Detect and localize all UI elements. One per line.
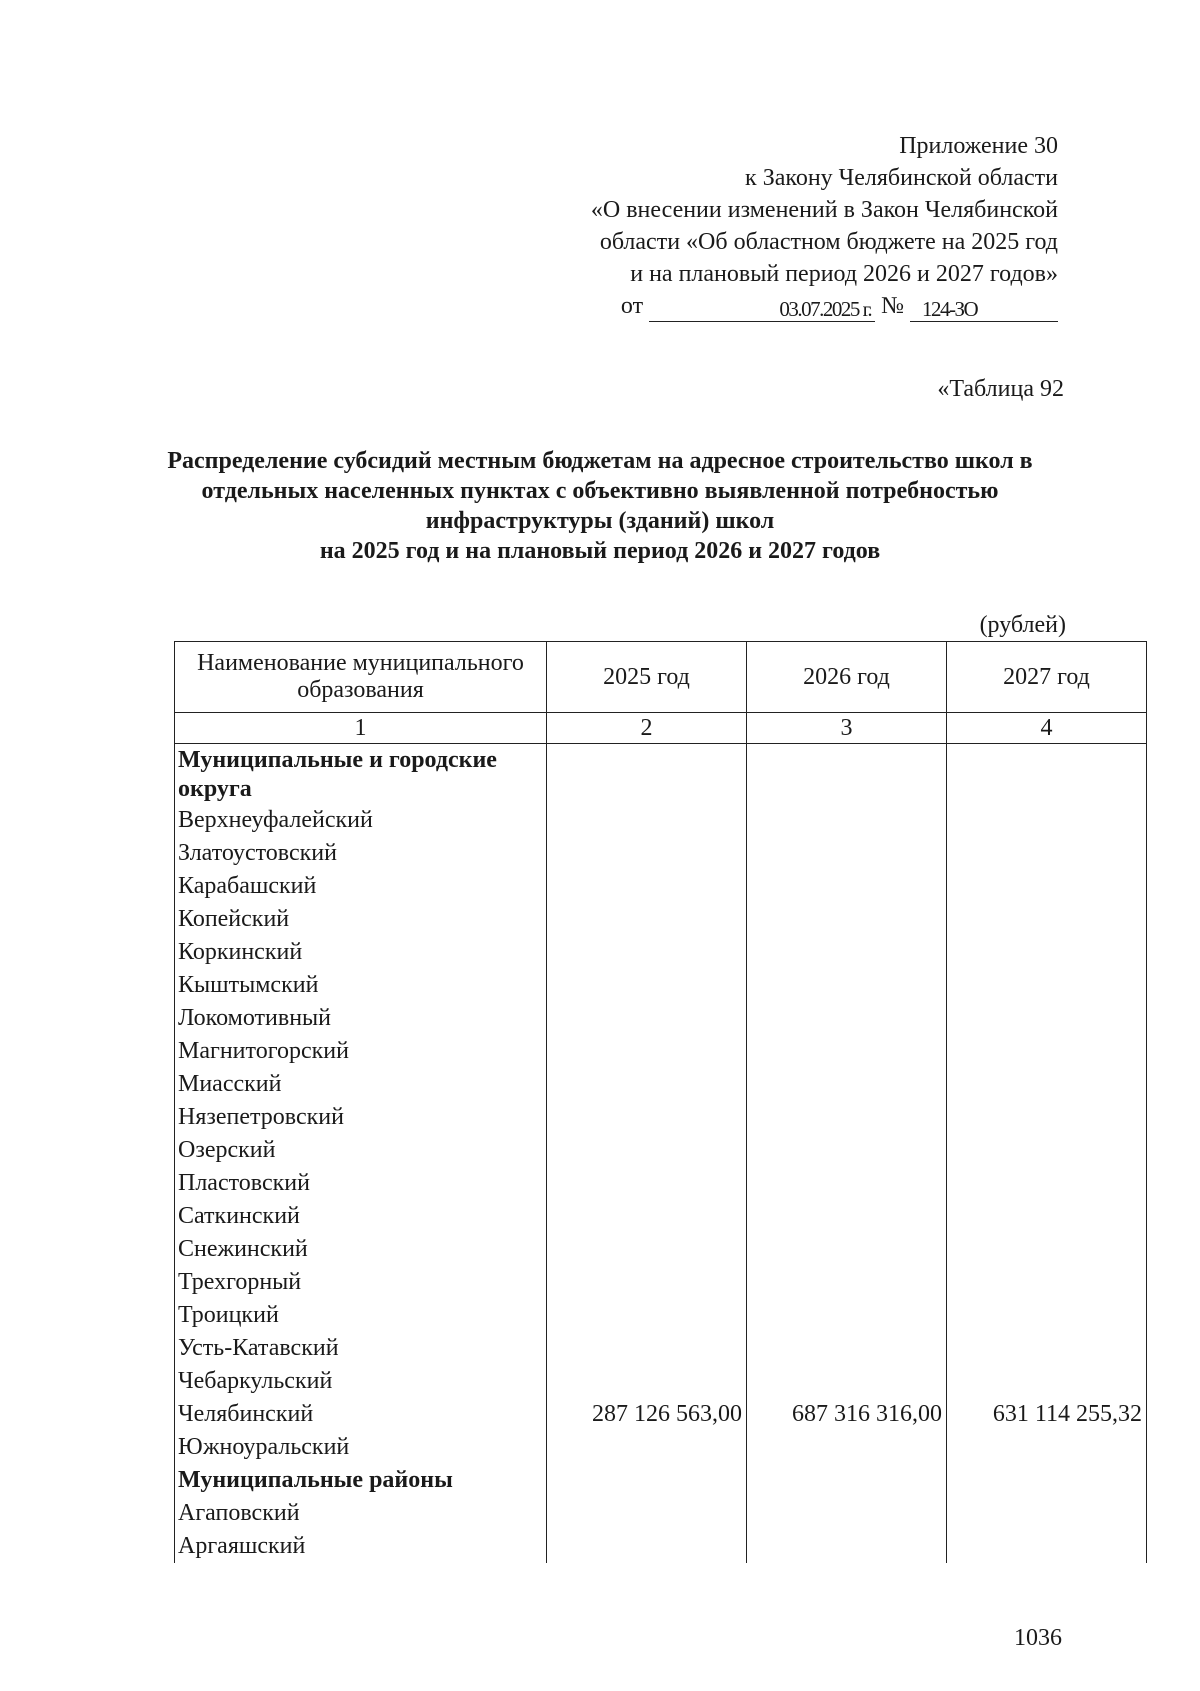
- table-row: [175, 1068, 1147, 1101]
- municipality-name-cell: Чебаркульский: [175, 1365, 547, 1398]
- municipality-name-cell: Пластовский: [175, 1167, 547, 1200]
- table-row: [175, 1431, 1147, 1464]
- value-2026-cell: [747, 837, 947, 870]
- value-2026-cell: [747, 1431, 947, 1464]
- document-title: [150, 446, 1050, 566]
- value-2025-cell: [547, 1167, 747, 1200]
- municipality-name-cell: Коркинский: [175, 936, 547, 969]
- value-2027-cell: [947, 1266, 1147, 1299]
- table-row: [175, 1002, 1147, 1035]
- value-2025-cell: [547, 1233, 747, 1266]
- value-2027-cell: [947, 1332, 1147, 1365]
- value-2025-cell: [547, 1332, 747, 1365]
- column-number: 2: [547, 713, 747, 744]
- value-2025-cell: [547, 1068, 747, 1101]
- municipality-name-cell: Магнитогорский: [175, 1035, 547, 1068]
- value-2026-cell: [747, 1530, 947, 1563]
- value-2026-cell: [747, 870, 947, 903]
- value-2026-cell: [747, 903, 947, 936]
- value-2026-cell: [747, 1299, 947, 1332]
- table-row: [175, 936, 1147, 969]
- value-2027-cell: [947, 744, 1147, 805]
- table-group-row: [175, 1464, 1147, 1497]
- value-2025-cell: 287 126 563,00: [547, 1398, 747, 1431]
- value-2026-cell: [747, 744, 947, 805]
- value-2026-cell: [747, 1464, 947, 1497]
- table-row: [175, 1101, 1147, 1134]
- value-2027-cell: [947, 1365, 1147, 1398]
- value-2026-cell: [747, 1035, 947, 1068]
- value-2025-cell: [547, 744, 747, 805]
- value-2027-cell: [947, 1002, 1147, 1035]
- title-line: Распределение субсидий местным бюджетам на адресное строительство школ в: [167, 448, 1033, 474]
- value-2027-cell: [947, 837, 1147, 870]
- table-row: [175, 870, 1147, 903]
- municipality-name-cell: Озерский: [175, 1134, 547, 1167]
- table-body: [175, 744, 1147, 1564]
- value-2027-cell: [947, 1167, 1147, 1200]
- header-cell-name: Наименование муниципального образования: [175, 642, 547, 713]
- municipality-name-cell: Аргаяшский: [175, 1530, 547, 1563]
- value-2026-cell: [747, 1200, 947, 1233]
- value-2025-cell: [547, 1035, 747, 1068]
- header-cell-2026: 2026 год: [747, 642, 947, 713]
- value-2025-cell: [547, 1530, 747, 1563]
- appendix-line: области «Об областном бюджете на 2025 год: [599, 229, 1058, 255]
- municipality-name-cell: Нязепетровский: [175, 1101, 547, 1134]
- table-row: [175, 1233, 1147, 1266]
- value-2025-cell: [547, 1464, 747, 1497]
- table-row: [175, 1365, 1147, 1398]
- table-row: [175, 804, 1147, 837]
- value-2027-cell: [947, 1530, 1147, 1563]
- appendix-line: и на плановый период 2026 и 2027 годов»: [630, 261, 1058, 287]
- value-2026-cell: [747, 1233, 947, 1266]
- value-2027-cell: [947, 903, 1147, 936]
- value-2027-cell: [947, 969, 1147, 1002]
- value-2025-cell: [547, 1134, 747, 1167]
- column-number: 1: [175, 713, 547, 744]
- title-line: отдельных населенных пунктах с объективно выявленной потребностью: [201, 478, 999, 504]
- municipality-name-cell: Троицкий: [175, 1299, 547, 1332]
- title-line: инфраструктуры (зданий) школ: [425, 508, 775, 534]
- value-2025-cell: [547, 1101, 747, 1134]
- value-2025-cell: [547, 969, 747, 1002]
- table-row: [175, 969, 1147, 1002]
- municipality-name-cell: Усть-Катавский: [175, 1332, 547, 1365]
- value-2026-cell: [747, 1167, 947, 1200]
- table-row: [175, 1299, 1147, 1332]
- table-row: [175, 1398, 1147, 1431]
- header-row: [175, 642, 1147, 713]
- value-2026-cell: [747, 1497, 947, 1530]
- value-2027-cell: [947, 1299, 1147, 1332]
- column-number: 4: [947, 713, 1147, 744]
- municipality-name-cell: Челябинский: [175, 1398, 547, 1431]
- from-label: от: [620, 293, 644, 319]
- municipality-name-cell: Южноуральский: [175, 1431, 547, 1464]
- column-number: 3: [747, 713, 947, 744]
- municipality-name-cell: Златоустовский: [175, 837, 547, 870]
- municipality-name-cell: Трехгорный: [175, 1266, 547, 1299]
- value-2026-cell: [747, 1365, 947, 1398]
- value-2026-cell: [747, 1266, 947, 1299]
- value-2027-cell: [947, 936, 1147, 969]
- municipality-name-cell: Агаповский: [175, 1497, 547, 1530]
- value-2026-cell: [747, 1101, 947, 1134]
- page-number: 1036: [1014, 1625, 1062, 1651]
- table-row: [175, 1134, 1147, 1167]
- value-2025-cell: [547, 1200, 747, 1233]
- value-2027-cell: [947, 1431, 1147, 1464]
- value-2027-cell: [947, 1068, 1147, 1101]
- value-2026-cell: [747, 1068, 947, 1101]
- value-2027-cell: [947, 1464, 1147, 1497]
- law-number: 124-ЗО: [910, 297, 1058, 322]
- units-label: (рублей): [979, 612, 1066, 638]
- header-cell-2025: 2025 год: [547, 642, 747, 713]
- municipality-name-cell: Копейский: [175, 903, 547, 936]
- value-2025-cell: [547, 837, 747, 870]
- appendix-line: «О внесении изменений в Закон Челябинской: [590, 197, 1058, 223]
- municipality-name-cell: Муниципальные и городские округа: [175, 744, 547, 805]
- table-row: [175, 1200, 1147, 1233]
- value-2025-cell: [547, 1299, 747, 1332]
- value-2027-cell: [947, 1233, 1147, 1266]
- table-row: [175, 837, 1147, 870]
- value-2026-cell: 687 316 316,00: [747, 1398, 947, 1431]
- table-row: [175, 1266, 1147, 1299]
- table-row: [175, 1497, 1147, 1530]
- column-number-row: [175, 713, 1147, 744]
- municipality-name-cell: Кыштымский: [175, 969, 547, 1002]
- value-2027-cell: [947, 870, 1147, 903]
- law-date-number-line: [498, 290, 1058, 322]
- value-2027-cell: [947, 1035, 1147, 1068]
- value-2025-cell: [547, 936, 747, 969]
- value-2026-cell: [747, 969, 947, 1002]
- value-2027-cell: [947, 804, 1147, 837]
- title-line: на 2025 год и на плановый период 2026 и 2027 годов: [319, 538, 881, 564]
- value-2027-cell: [947, 1497, 1147, 1530]
- table-row: [175, 1167, 1147, 1200]
- municipality-name-cell: Локомотивный: [175, 1002, 547, 1035]
- table-row: [175, 903, 1147, 936]
- municipality-name-cell: Муниципальные районы: [175, 1464, 547, 1497]
- value-2026-cell: [747, 1002, 947, 1035]
- table-row: [175, 1530, 1147, 1563]
- municipality-name-cell: Саткинский: [175, 1200, 547, 1233]
- value-2026-cell: [747, 1134, 947, 1167]
- value-2025-cell: [547, 1431, 747, 1464]
- municipality-name-cell: Снежинский: [175, 1233, 547, 1266]
- value-2026-cell: [747, 804, 947, 837]
- value-2027-cell: [947, 1134, 1147, 1167]
- municipality-name-cell: Верхнеуфалейский: [175, 804, 547, 837]
- law-date: 03.07.2025 г.: [649, 297, 875, 322]
- table-row: [175, 1332, 1147, 1365]
- value-2025-cell: [547, 1002, 747, 1035]
- municipality-name-cell: Миасский: [175, 1068, 547, 1101]
- value-2025-cell: [547, 1497, 747, 1530]
- header-cell-2027: 2027 год: [947, 642, 1147, 713]
- value-2027-cell: 631 114 255,32: [947, 1398, 1147, 1431]
- value-2025-cell: [547, 1266, 747, 1299]
- subsidy-table: [174, 641, 1147, 1563]
- table-row: [175, 1035, 1147, 1068]
- value-2027-cell: [947, 1200, 1147, 1233]
- table-reference: «Таблица 92: [937, 376, 1064, 402]
- value-2026-cell: [747, 1332, 947, 1365]
- table-group-row: [175, 744, 1147, 805]
- number-label: №: [881, 293, 904, 319]
- municipality-name-cell: Карабашский: [175, 870, 547, 903]
- appendix-header: [498, 130, 1058, 322]
- value-2027-cell: [947, 1101, 1147, 1134]
- appendix-line: к Закону Челябинской области: [745, 165, 1058, 191]
- value-2025-cell: [547, 870, 747, 903]
- appendix-line: Приложение 30: [899, 133, 1058, 159]
- value-2026-cell: [747, 936, 947, 969]
- value-2025-cell: [547, 804, 747, 837]
- value-2025-cell: [547, 1365, 747, 1398]
- value-2025-cell: [547, 903, 747, 936]
